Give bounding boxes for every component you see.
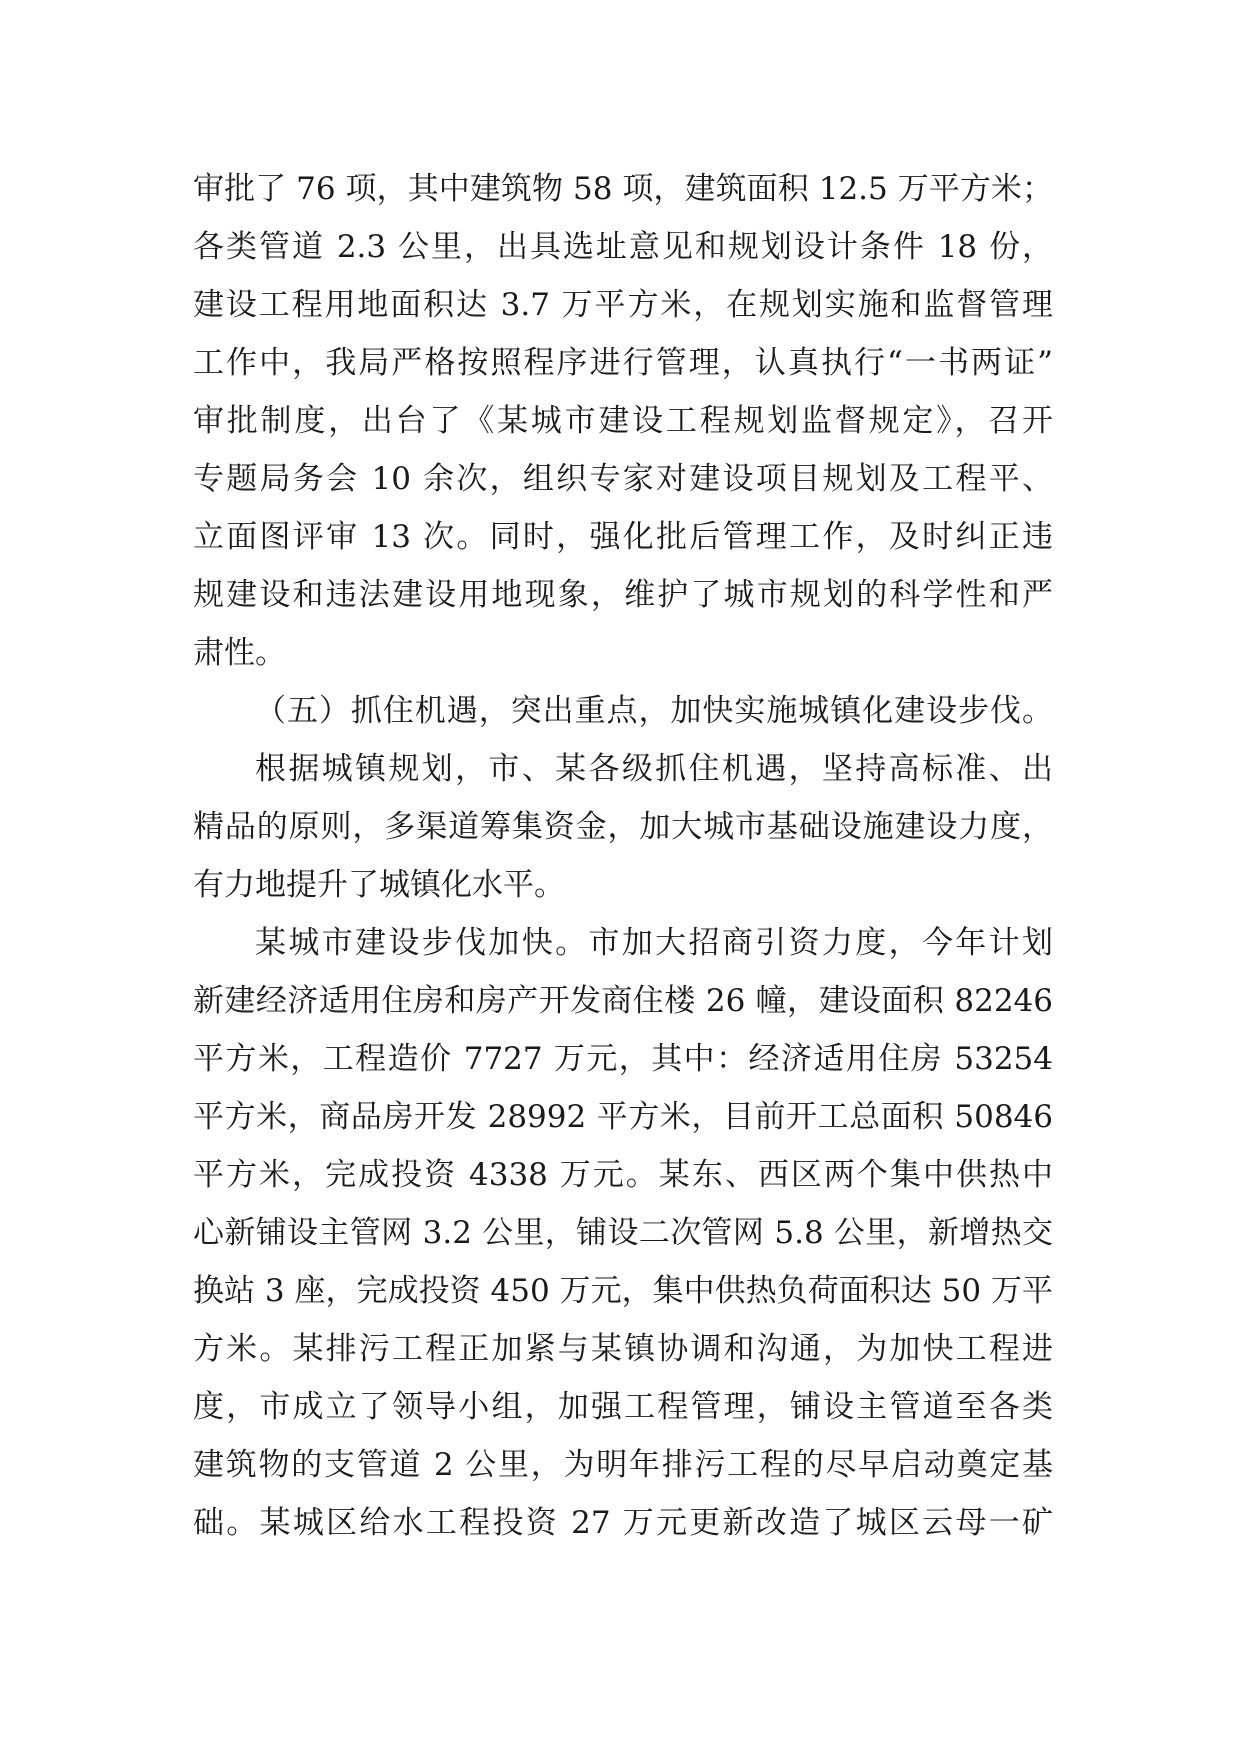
text-line: 工作中，我局严格按照程序进行管理，认真执行“一书两证” — [193, 345, 1053, 381]
text-line: 建筑物的支管道 2 公里，为明年排污工程的尽早启动奠定基 — [193, 1447, 1053, 1483]
document-body — [193, 160, 1053, 1552]
text-line: 换站 3 座，完成投资 450 万元，集中供热负荷面积达 50 万平 — [193, 1273, 1053, 1309]
text-line: 专题局务会 10 余次，组织专家对建设项目规划及工程平、 — [193, 461, 1053, 497]
text-line: 础。某城区给水工程投资 27 万元更新改造了城区云母一矿 — [193, 1505, 1053, 1541]
text-line: 审批了 76 项，其中建筑物 58 项，建筑面积 12.5 万平方米； — [193, 171, 1053, 207]
text-line: 平方米，工程造价 7727 万元，其中：经济适用住房 53254 — [193, 1041, 1053, 1077]
text-line: 各类管道 2.3 公里，出具选址意见和规划设计条件 18 份， — [193, 229, 1053, 265]
text-line: 建设工程用地面积达 3.7 万平方米，在规划实施和监督管理 — [193, 287, 1053, 323]
text-line: 平方米，商品房开发 28992 平方米，目前开工总面积 50846 — [193, 1099, 1053, 1135]
text-line: 立面图评审 13 次。同时，强化批后管理工作，及时纠正违 — [193, 519, 1053, 555]
text-line: （五）抓住机遇，突出重点，加快实施城镇化建设步伐。 — [255, 693, 1053, 729]
text-line: 精品的原则，多渠道筹集资金，加大城市基础设施建设力度， — [193, 809, 1053, 845]
text-line: 新建经济适用住房和房产开发商住楼 26 幢，建设面积 82246 — [193, 983, 1053, 1019]
text-line: 度，市成立了领导小组，加强工程管理，铺设主管道至各类 — [193, 1389, 1053, 1425]
text-line: 有力地提升了城镇化水平。 — [193, 867, 565, 903]
text-line: 平方米，完成投资 4338 万元。某东、西区两个集中供热中 — [193, 1157, 1053, 1193]
text-line: 根据城镇规划，市、某各级抓住机遇，坚持高标准、出 — [255, 751, 1053, 787]
text-line: 某城市建设步伐加快。市加大招商引资力度，今年计划 — [255, 925, 1053, 961]
text-line: 审批制度，出台了《某城市建设工程规划监督规定》，召开 — [193, 403, 1053, 439]
text-line: 肃性。 — [193, 635, 286, 671]
text-line: 心新铺设主管网 3.2 公里，铺设二次管网 5.8 公里，新增热交 — [193, 1215, 1053, 1251]
text-line: 方米。某排污工程正加紧与某镇协调和沟通，为加快工程进 — [193, 1331, 1053, 1367]
text-line: 规建设和违法建设用地现象，维护了城市规划的科学性和严 — [193, 577, 1053, 613]
